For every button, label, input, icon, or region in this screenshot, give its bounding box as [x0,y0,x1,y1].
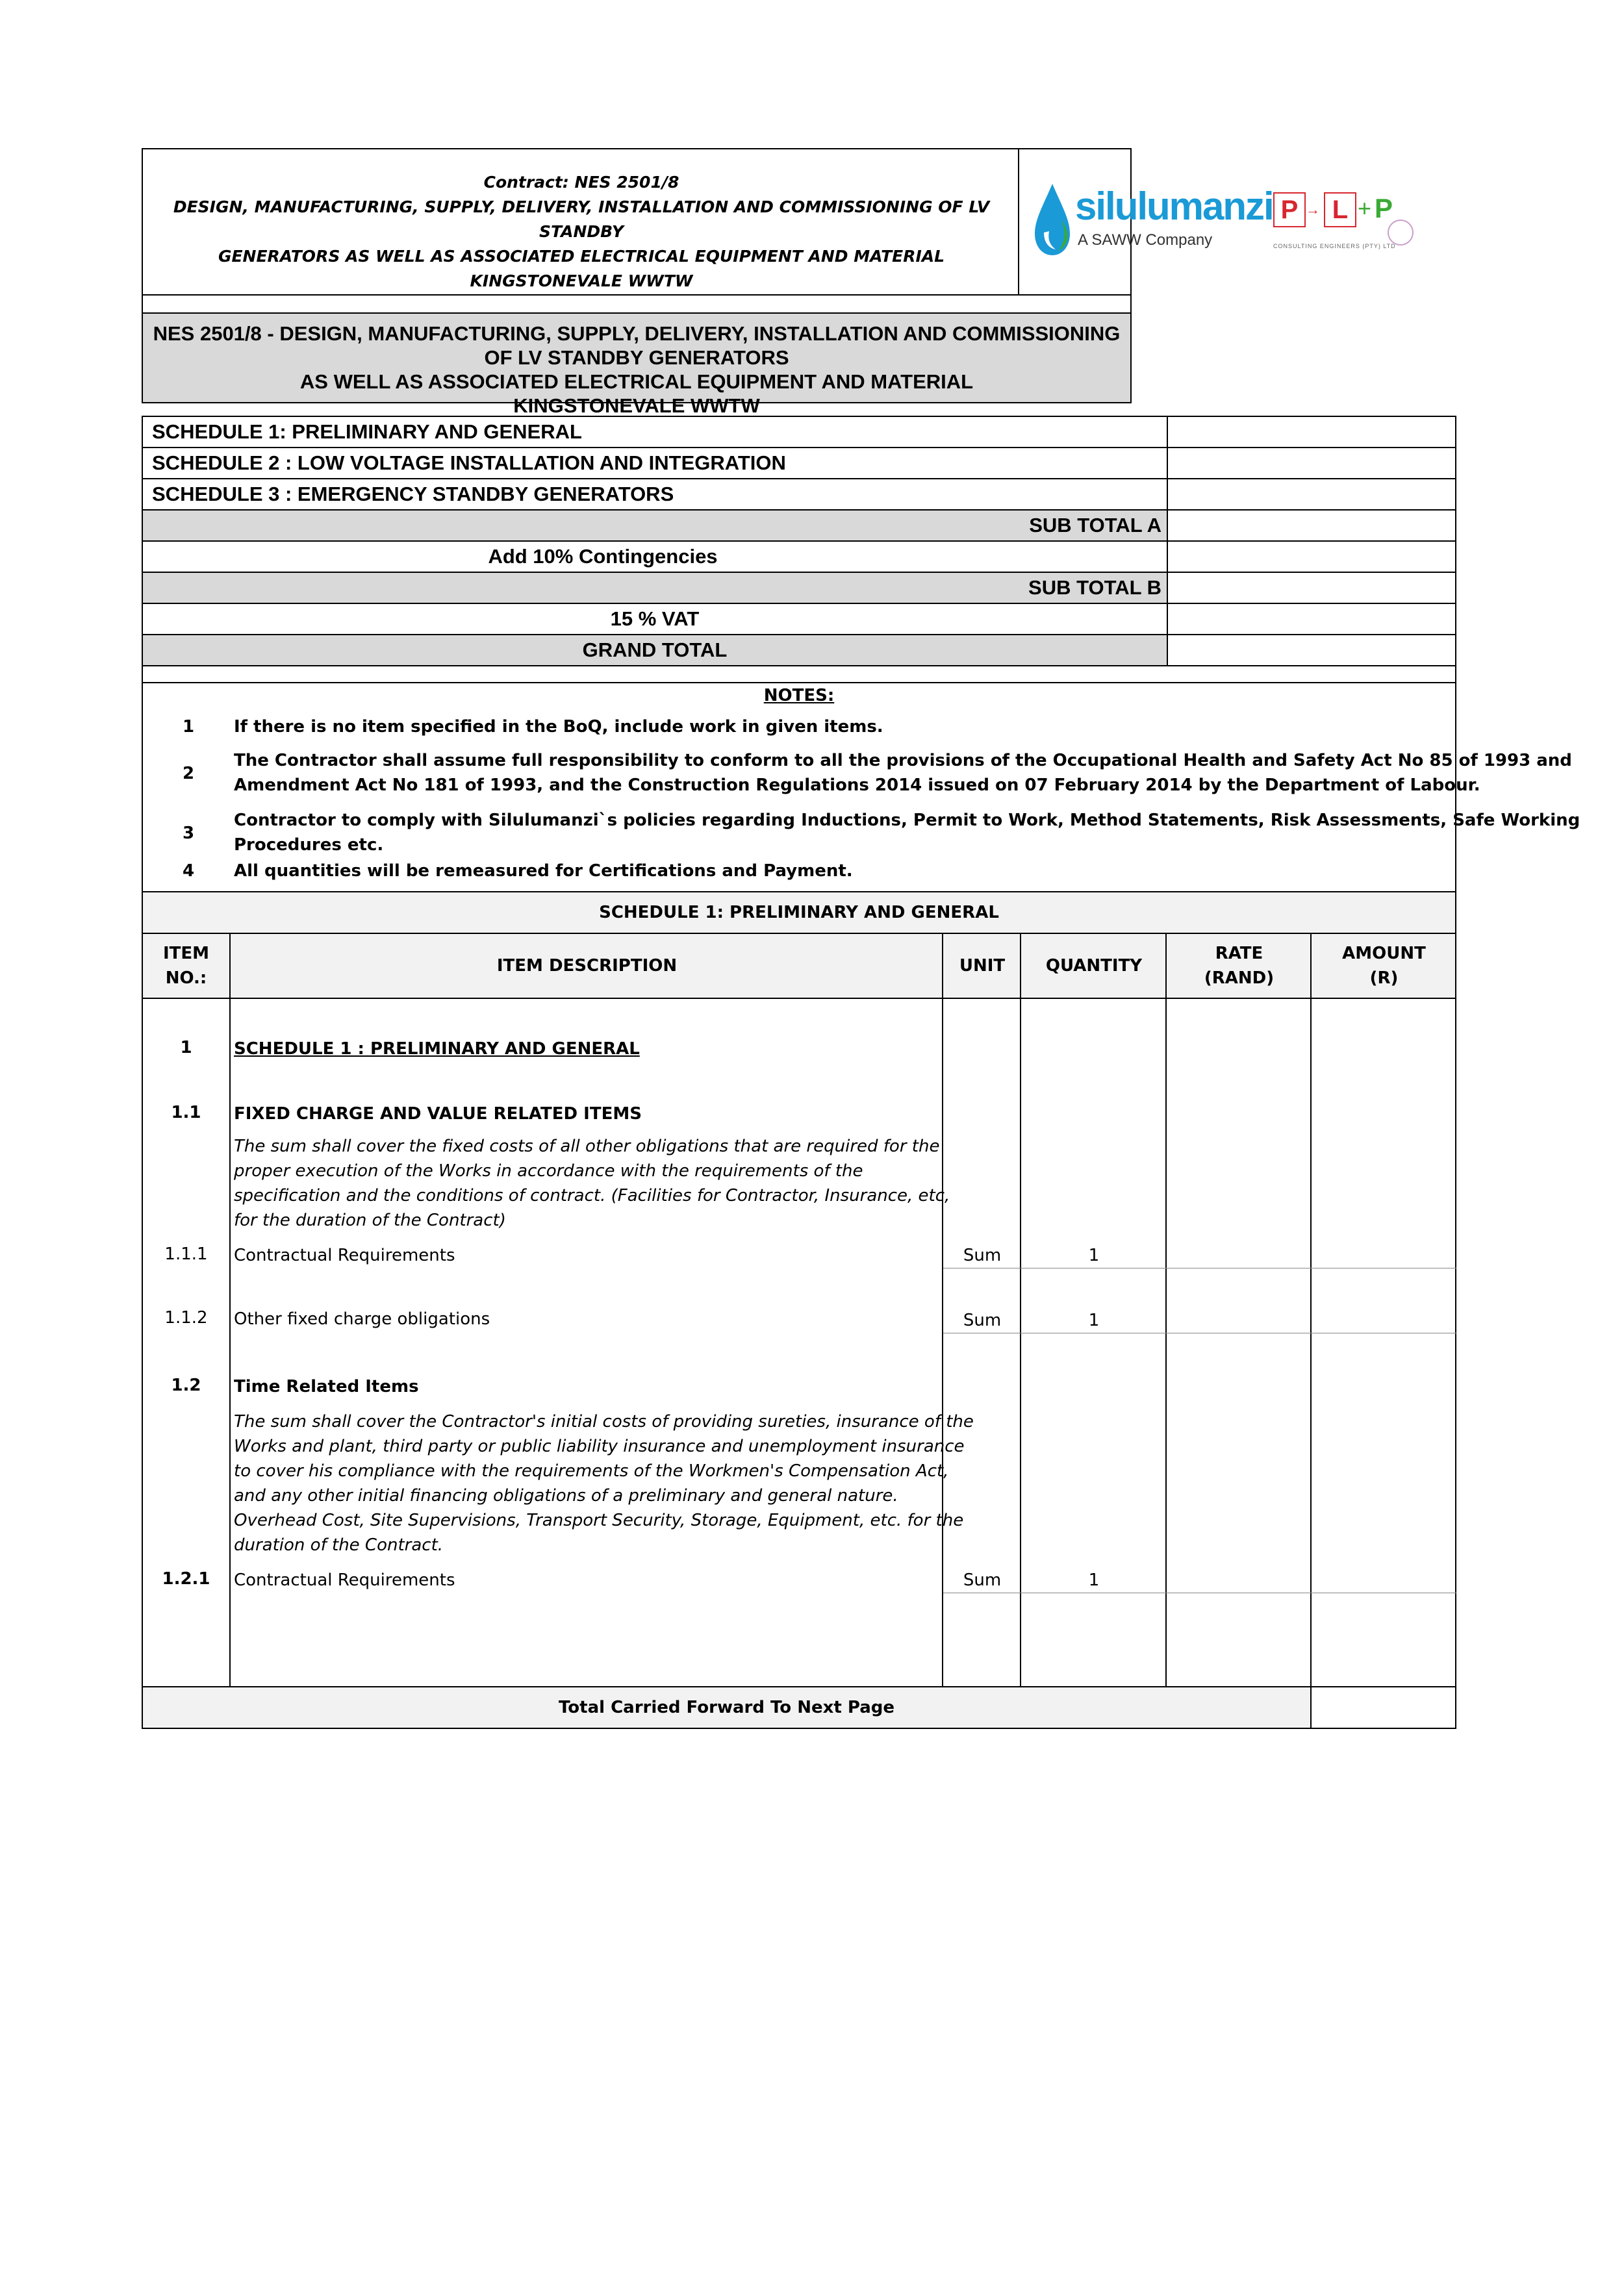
row-1-1-2-description: Other fixed charge obligations [234,1309,490,1329]
schedule-1-amount[interactable] [1167,416,1456,448]
col-divider-5 [1310,933,1312,1729]
row-1-2-1-description: Contractual Requirements [234,1571,455,1590]
col-header-unit: UNIT [959,956,1006,976]
row-1-2-1-unit: Sum [963,1571,1002,1590]
plp-l: L [1324,192,1356,227]
water-drop-icon [1030,181,1075,259]
col-header-quantity: QUANTITY [1045,956,1143,976]
summary-title [142,312,1132,417]
contract-title-line3: KINGSTONEVALE WWTW [470,271,693,290]
summary-title-line2: AS WELL AS ASSOCIATED ELECTRICAL EQUIPMENT AND MATERIAL [299,370,974,393]
row-1-1-1-description: Contractual Requirements [234,1246,455,1265]
header-spacer-row [142,294,1132,314]
col-header-item-no: ITEM NO.: [162,944,210,988]
row-1-1-number: 1.1 [171,1103,201,1122]
grand-total-label: GRAND TOTAL [142,634,1168,666]
row-1-description: SCHEDULE 1 : PRELIMINARY AND GENERAL [234,1039,640,1059]
contract-title-line2: GENERATORS AS WELL AS ASSOCIATED ELECTRICAL EQUIPMENT AND MATERIAL [218,247,945,266]
note-4-number: 4 [182,861,195,881]
vat-amount[interactable] [1167,603,1456,635]
contract-number: Contract: NES 2501/8 [483,173,679,192]
plp-arrow1: → [1306,201,1320,218]
notes-heading: NOTES: [763,686,835,705]
sub-total-a-amount[interactable] [1167,509,1456,542]
note-1-number: 1 [182,717,195,737]
row-1-1-1-unit: Sum [963,1246,1002,1265]
plp-badge-icon [1388,220,1414,246]
note-2-number: 2 [182,764,195,783]
summary-spacer-row [142,665,1456,683]
note-2-text-line1: The Contractor shall assume full responsibility to conform to all the provisions of the Occupational Health and Safety Act No 85 of 1993 and [234,751,1572,770]
row-1-1-note: The sum shall cover the fixed costs of all other obligations that are required for the proper execution of the Works in accordance with the requirements of the specification and the conditions of contract. (Facilities for Contractor, Insurance, etc, for the duration of the Contract) [234,1137,950,1230]
row-1-1-1-number: 1.1.1 [164,1244,208,1264]
plp-p1: P [1273,192,1306,227]
row-1-1-description: FIXED CHARGE AND VALUE RELATED ITEMS [234,1104,642,1124]
contingencies-amount[interactable] [1167,540,1456,573]
sub-total-b-amount[interactable] [1167,572,1456,604]
silulumanzi-wordmark: silulumanzi [1075,184,1273,228]
row-1-2-note: The sum shall cover the Contractor's initial costs of providing sureties, insurance of the Works and plant, third party or public liability insurance and unemployment insurance to cover his compliance with the requirements of the Workmen's Compensation Act, and any other initial financing obligations of a preliminary and general nature. Overhead Cost, Site Supervisions, Transport Security, Storage, Equipment, etc. for the duration of the Contract. [234,1412,974,1555]
schedule-3-label: SCHEDULE 3 : EMERGENCY STANDBY GENERATORS [142,478,1168,511]
silulumanzi-tagline: A SAWW Company [1078,231,1213,249]
col-header-description: ITEM DESCRIPTION [496,956,678,976]
silulumanzi-logo [1030,181,1273,259]
note-3-number: 3 [182,824,195,843]
sub-total-b-label: SUB TOTAL B [142,572,1168,604]
row-1-1-1-quantity: 1 [1088,1246,1100,1265]
row-1-number: 1 [180,1038,192,1057]
row-1-2-number: 1.2 [171,1376,201,1395]
note-1-text: If there is no item specified in the BoQ, include work in given items. [234,717,883,737]
contract-title-line1: DESIGN, MANUFACTURING, SUPPLY, DELIVERY, INSTALLATION AND COMMISSIONING OF LV STANDBY [173,197,990,241]
row-1-2-description: Time Related Items [234,1377,419,1396]
row-1-2-1-number: 1.2.1 [162,1569,210,1589]
schedule-2-amount[interactable] [1167,447,1456,479]
summary-title-line3: KINGSTONEVALE WWTW [513,394,760,417]
col-header-rate: RATE (RAND) [1204,944,1275,988]
col-header-amount: AMOUNT (R) [1342,944,1426,988]
header-divider [1018,148,1019,296]
total-carried-forward-amount[interactable] [1310,1686,1456,1729]
row-1-1-2-number: 1.1.2 [164,1308,208,1328]
plp-p2: P [1374,193,1393,223]
plp-logo [1273,188,1423,260]
note-2-text-line2: Amendment Act No 181 of 1993, and the Construction Regulations 2014 issued on 07 February 2014 by the Department of Labour. [234,776,1480,795]
plp-tagline: CONSULTING ENGINEERS (PTY) LTD [1273,243,1396,249]
note-3-text-line2: Procedures etc. [234,835,384,855]
schedule-3-amount[interactable] [1167,478,1456,511]
row-1-1-2-quantity: 1 [1088,1311,1100,1330]
row-1-2-1-quantity: 1 [1088,1571,1100,1590]
schedule-section-title: SCHEDULE 1: PRELIMINARY AND GENERAL [142,891,1456,934]
schedule-1-label: SCHEDULE 1: PRELIMINARY AND GENERAL [142,416,1168,448]
grand-total-amount[interactable] [1167,634,1456,666]
summary-title-line1: NES 2501/8 - DESIGN, MANUFACTURING, SUPPLY, DELIVERY, INSTALLATION AND COMMISSIONING OF LV STANDBY GENERATORS [153,322,1121,369]
total-carried-forward-label: Total Carried Forward To Next Page [142,1686,1312,1729]
note-3-text-line1: Contractor to comply with Silulumanzi`s policies regarding Inductions, Permit to Work, Method Statements, Risk Assessments, Safe Working [234,811,1580,830]
schedule-2-label: SCHEDULE 2 : LOW VOLTAGE INSTALLATION AND INTEGRATION [142,447,1168,479]
note-4-text: All quantities will be remeasured for Certifications and Payment. [234,861,853,881]
vat-label: 15 % VAT [142,603,1168,635]
row-1-1-2-unit: Sum [963,1311,1002,1330]
plp-plus: + [1358,195,1372,221]
sub-total-a-label: SUB TOTAL A [142,509,1168,542]
contract-header-text [149,170,1013,294]
contingencies-label: Add 10% Contingencies [142,540,1168,573]
